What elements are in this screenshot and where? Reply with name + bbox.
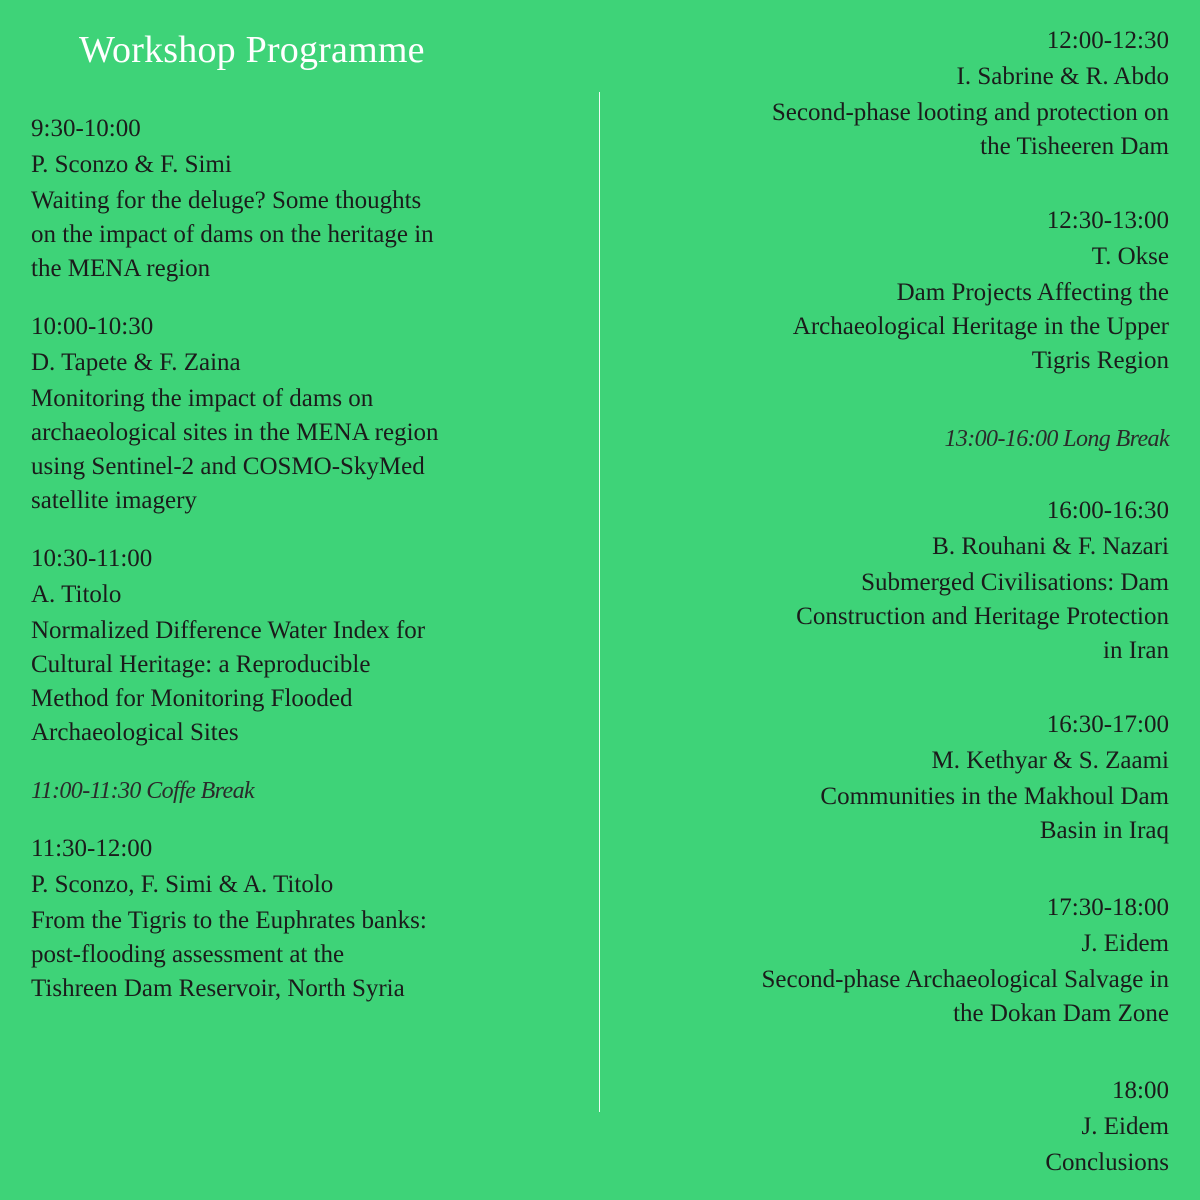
session-time: 17:30-18:00 bbox=[1046, 894, 1169, 921]
session-title-line: From the Tigris to the Euphrates banks: bbox=[31, 907, 427, 934]
coffee-break: 11:00-11:30 Coffe Break bbox=[31, 778, 255, 804]
session-title-line: Construction and Heritage Protection bbox=[796, 603, 1169, 630]
session-speakers: B. Rouhani & F. Nazari bbox=[932, 533, 1169, 560]
session-3 bbox=[31, 542, 561, 750]
session-title-line: Dam Projects Affecting the bbox=[896, 279, 1169, 306]
session-time: 12:00-12:30 bbox=[1046, 27, 1169, 54]
session-title-line: archaeological sites in the MENA region bbox=[31, 419, 439, 446]
session-10 bbox=[609, 1074, 1169, 1180]
session-time: 18:00 bbox=[1112, 1077, 1169, 1104]
session-6 bbox=[609, 204, 1169, 378]
session-title-line: Waiting for the deluge? Some thoughts bbox=[31, 187, 422, 214]
session-title-line: the Dokan Dam Zone bbox=[953, 1000, 1169, 1027]
session-title-line: the MENA region bbox=[31, 255, 211, 282]
session-4 bbox=[31, 832, 561, 1006]
session-speakers: A. Titolo bbox=[31, 581, 122, 608]
session-title-line: satellite imagery bbox=[31, 487, 197, 514]
session-time: 9:30-10:00 bbox=[31, 115, 141, 142]
session-time: 11:30-12:00 bbox=[31, 835, 153, 862]
session-title-line: Basin in Iraq bbox=[1039, 817, 1169, 844]
session-title-line: the Tisheeren Dam bbox=[980, 133, 1169, 160]
session-time: 16:30-17:00 bbox=[1046, 711, 1169, 738]
session-time: 10:00-10:30 bbox=[31, 313, 154, 340]
session-title-line: Second-phase Archaeological Salvage in bbox=[761, 966, 1169, 993]
session-title-line: Submerged Civilisations: Dam bbox=[861, 569, 1169, 596]
session-speakers: J. Eidem bbox=[1081, 930, 1169, 957]
session-time: 16:00-16:30 bbox=[1046, 497, 1169, 524]
session-8 bbox=[609, 708, 1169, 848]
session-speakers: J. Eidem bbox=[1081, 1113, 1169, 1140]
session-speakers: M. Kethyar & S. Zaami bbox=[931, 747, 1169, 774]
session-1 bbox=[31, 112, 561, 286]
session-title-line: Cultural Heritage: a Reproducible bbox=[31, 651, 371, 678]
session-title-line: Monitoring the impact of dams on bbox=[31, 385, 374, 412]
session-title-line: Communities in the Makhoul Dam bbox=[820, 783, 1169, 810]
session-speakers: D. Tapete & F. Zaina bbox=[31, 349, 241, 376]
session-time: 10:30-11:00 bbox=[31, 545, 153, 572]
session-speakers: P. Sconzo, F. Simi & A. Titolo bbox=[31, 871, 334, 898]
session-title-line: Conclusions bbox=[1045, 1149, 1169, 1176]
left-column bbox=[31, 112, 561, 1006]
long-break: 13:00-16:00 Long Break bbox=[944, 426, 1169, 452]
page-title: Workshop Programme bbox=[79, 29, 425, 71]
session-9 bbox=[609, 891, 1169, 1031]
session-title-line: post-flooding assessment at the bbox=[31, 941, 345, 968]
session-speakers: T. Okse bbox=[1091, 243, 1169, 270]
session-title-line: on the impact of dams on the heritage in bbox=[31, 221, 434, 248]
session-title-line: Archaeological Sites bbox=[31, 719, 239, 746]
session-2 bbox=[31, 310, 561, 518]
session-title-line: Archaeological Heritage in the Upper bbox=[792, 313, 1169, 340]
session-title-line: using Sentinel-2 and COSMO-SkyMed bbox=[31, 453, 425, 480]
column-divider bbox=[599, 92, 600, 1112]
session-title-line: Second-phase looting and protection on bbox=[771, 99, 1169, 126]
session-7 bbox=[609, 494, 1169, 668]
session-speakers: P. Sconzo & F. Simi bbox=[31, 151, 232, 178]
session-time: 12:30-13:00 bbox=[1046, 207, 1169, 234]
session-speakers: I. Sabrine & R. Abdo bbox=[956, 63, 1169, 90]
session-5 bbox=[609, 24, 1169, 164]
session-title-line: Tigris Region bbox=[1031, 347, 1169, 374]
session-title-line: Normalized Difference Water Index for bbox=[31, 617, 426, 644]
session-title-line: in Iran bbox=[1103, 637, 1169, 664]
session-title-line: Method for Monitoring Flooded bbox=[31, 685, 353, 712]
session-title-line: Tishreen Dam Reservoir, North Syria bbox=[31, 975, 405, 1002]
